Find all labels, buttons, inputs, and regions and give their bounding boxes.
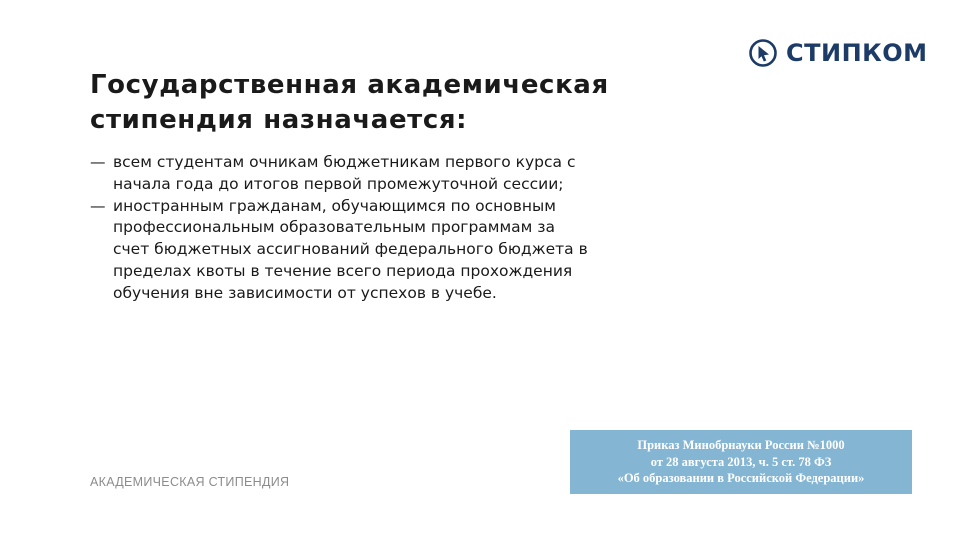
- stipkom-pointer-circle-icon: [748, 38, 778, 68]
- legal-reference-box: [570, 430, 912, 494]
- bullet-item: [90, 196, 590, 305]
- bullet-item: [90, 152, 590, 196]
- reference-line: от 28 августа 2013, ч. 5 ст. 78 ФЗ: [650, 454, 832, 469]
- footer-label: АКАДЕМИЧЕСКАЯ СТИПЕНДИЯ: [90, 475, 290, 489]
- bullet-dash: —: [90, 196, 106, 215]
- slide-title: Государственная академическая стипендия назначается:: [90, 70, 609, 135]
- bullet-list: [90, 152, 590, 305]
- brand-name: СТИПКОМ: [786, 39, 928, 67]
- reference-line: Приказ Минобрнауки России №1000: [637, 438, 845, 453]
- bullet-dash: —: [90, 153, 106, 171]
- bullet-text: иностранным гражданам, обучающимся по основным профессиональным образовательным программам за счет бюджетных ассигнований федерального бюджета в пределах квоты в течение всего периода прохождения обучения вне зависимости от успехов в учебе.: [113, 196, 588, 302]
- bullet-text: всем студентам очникам бюджетникам первого курса с начала года до итогов первой промежуточной сессии;: [113, 153, 576, 193]
- brand-logo: [748, 38, 928, 68]
- reference-line: «Об образовании в Российской Федерации»: [617, 471, 865, 486]
